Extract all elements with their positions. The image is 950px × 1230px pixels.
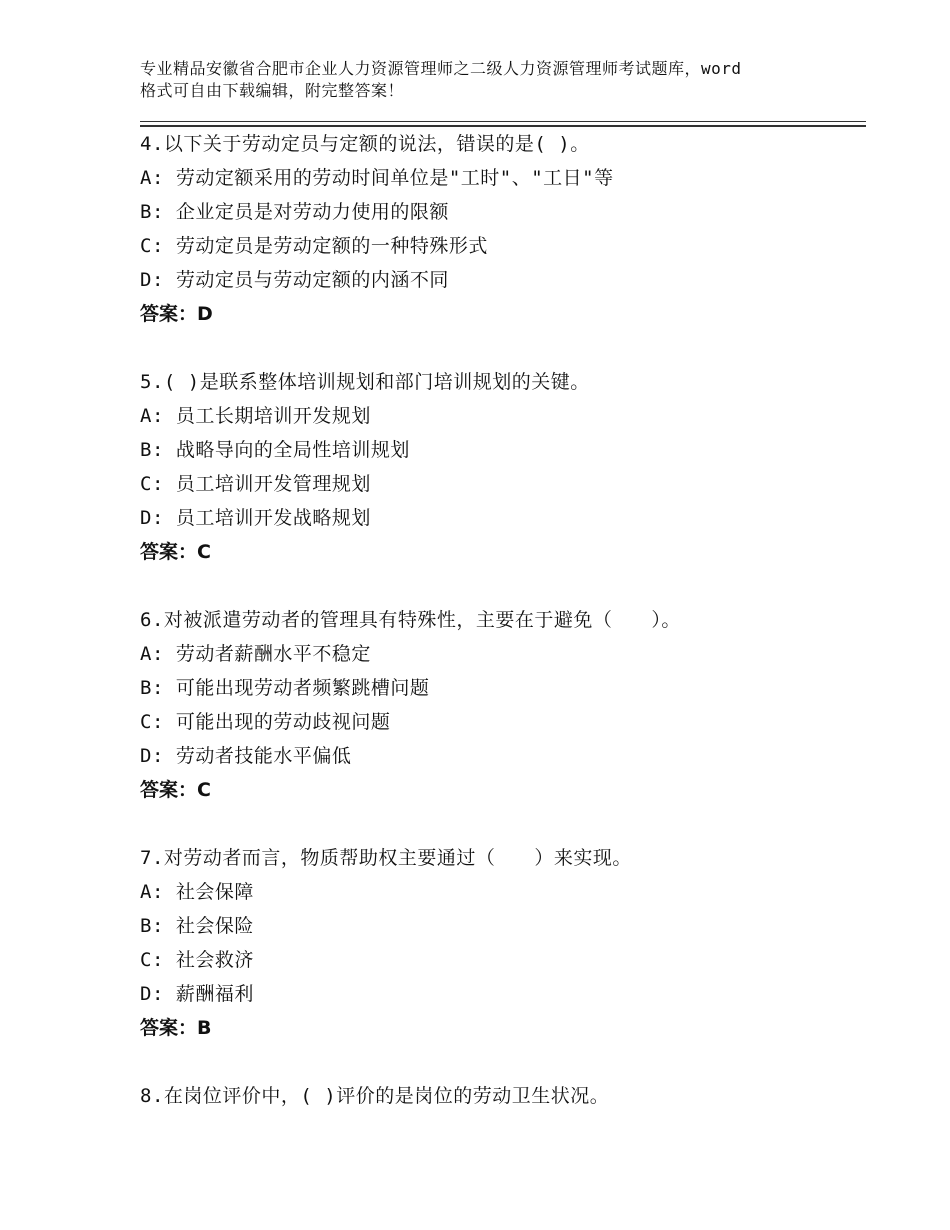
answer: 答案：D bbox=[140, 303, 213, 325]
header-line-2: 格式可自由下载编辑，附完整答案！ bbox=[140, 81, 405, 100]
option-a: A: 员工长期培训开发规划 bbox=[140, 405, 371, 427]
question-stem: 8.在岗位评价中，( )评价的是岗位的劳动卫生状况。 bbox=[140, 1085, 610, 1107]
option-c: C: 可能出现的劳动歧视问题 bbox=[140, 711, 391, 733]
option-c: C: 社会救济 bbox=[140, 949, 254, 971]
option-a: A: 劳动者薪酬水平不稳定 bbox=[140, 643, 371, 665]
question-gap bbox=[140, 569, 866, 603]
option-d: D: 劳动定员与劳动定额的内涵不同 bbox=[140, 269, 449, 291]
question-8 bbox=[140, 1079, 866, 1113]
document-header bbox=[140, 58, 830, 102]
answer: 答案：C bbox=[140, 541, 211, 563]
question-list bbox=[140, 127, 866, 1113]
question-stem: 4.以下关于劳动定员与定额的说法，错误的是( )。 bbox=[140, 133, 590, 155]
option-b: B: 社会保险 bbox=[140, 915, 254, 937]
question-stem: 5.( )是联系整体培训规划和部门培训规划的关键。 bbox=[140, 371, 590, 393]
option-c: C: 劳动定员是劳动定额的一种特殊形式 bbox=[140, 235, 488, 257]
question-gap bbox=[140, 807, 866, 841]
question-5 bbox=[140, 365, 866, 569]
option-b: B: 可能出现劳动者频繁跳槽问题 bbox=[140, 677, 430, 699]
question-gap bbox=[140, 331, 866, 365]
question-4 bbox=[140, 127, 866, 331]
question-stem: 6.对被派遣劳动者的管理具有特殊性，主要在于避免（ ）。 bbox=[140, 609, 681, 631]
answer: 答案：B bbox=[140, 1017, 212, 1039]
option-c: C: 员工培训开发管理规划 bbox=[140, 473, 371, 495]
header-line-1: 专业精品安徽省合肥市企业人力资源管理师之二级人力资源管理师考试题库，word bbox=[140, 59, 742, 78]
option-d: D: 劳动者技能水平偏低 bbox=[140, 745, 352, 767]
question-6 bbox=[140, 603, 866, 807]
option-d: D: 薪酬福利 bbox=[140, 983, 254, 1005]
option-a: A: 劳动定额采用的劳动时间单位是"工时"、"工日"等 bbox=[140, 167, 614, 189]
answer: 答案：C bbox=[140, 779, 211, 801]
question-7 bbox=[140, 841, 866, 1045]
option-b: B: 战略导向的全局性培训规划 bbox=[140, 439, 410, 461]
option-a: A: 社会保障 bbox=[140, 881, 254, 903]
question-gap bbox=[140, 1045, 866, 1079]
header-rule-top bbox=[140, 121, 866, 122]
option-d: D: 员工培训开发战略规划 bbox=[140, 507, 371, 529]
question-stem: 7.对劳动者而言，物质帮助权主要通过（ ）来实现。 bbox=[140, 847, 632, 869]
option-b: B: 企业定员是对劳动力使用的限额 bbox=[140, 201, 449, 223]
